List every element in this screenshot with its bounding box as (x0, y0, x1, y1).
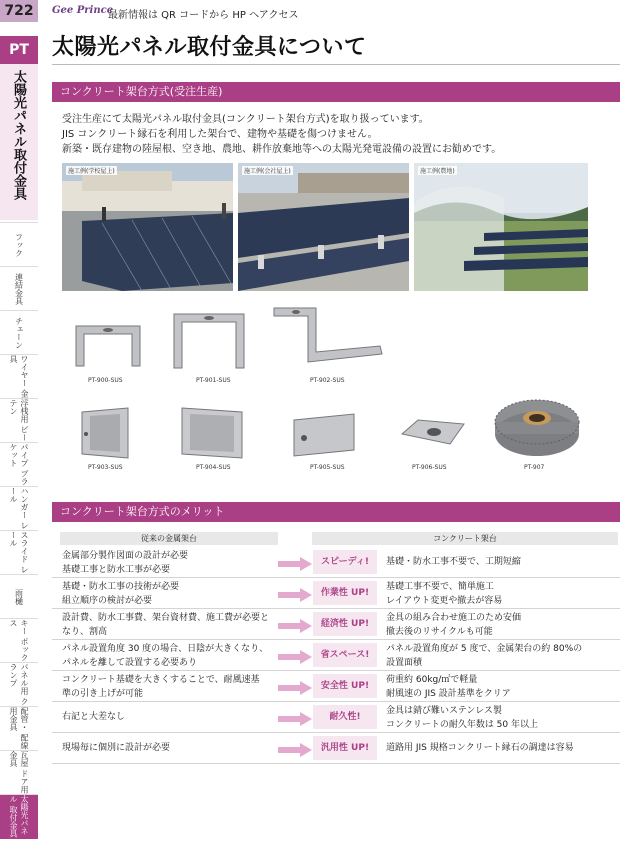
product-label: PT-903-SUS (88, 464, 123, 471)
sidebar-item-label: 配管・ 配線用金具 (9, 707, 29, 750)
company-rooftop-image (238, 163, 409, 291)
product-pt-907 (492, 392, 582, 466)
sidebar-item-label: ワイヤー 金具 (9, 355, 29, 398)
arrow-right-icon (278, 649, 312, 663)
product-label: PT-901-SUS (196, 377, 231, 384)
cell-line: 荷重約 60kg/㎡で軽量 (386, 675, 478, 685)
concrete-cell (386, 741, 616, 755)
merit-badge: 経済性 UP! (313, 612, 377, 636)
sidebar-item[interactable] (0, 662, 38, 707)
sidebar-item-label: スライド レール (9, 531, 29, 574)
category-badge: PT (0, 36, 38, 64)
cell-line: 耐風速の JIS 設計基準をクリア (386, 689, 511, 699)
conventional-cell (62, 710, 280, 724)
section-heading-merits: コンクリート架台方式のメリット (52, 502, 620, 522)
cell-line: 設計費、防水工事費、架台資材費、施工費が必要と (62, 613, 270, 623)
photo-farmland (414, 163, 588, 291)
sidebar-item-label: ハンガー レール (9, 487, 29, 530)
sidebar-item-label: 雨樋 (14, 589, 24, 605)
row-divider (52, 701, 620, 702)
brand-logo: Gee Prince (52, 5, 114, 16)
intro-line: 受注生産にて太陽光パネル取付金具(コンクリート架台方式)を取り扱っています。 (62, 114, 429, 125)
merit-badge: 省スペース! (313, 643, 377, 667)
sidebar-item-label: 瓦屋 ドア用 金具 (9, 751, 29, 794)
merit-badge: スピーディ! (313, 550, 377, 574)
intro-line: 新築・既存建物の陸屋根、空き地、農地、耕作放棄地等への太陽光発電設備の設置にお勧めです。 (62, 144, 502, 155)
product-label: PT-905-SUS (310, 464, 345, 471)
cell-line: コンクリートの耐久年数は 50 年以上 (386, 720, 538, 730)
bracket-icon (290, 410, 360, 460)
row-divider (52, 639, 620, 640)
product-pt-904 (178, 402, 248, 466)
product-pt-900 (66, 316, 152, 376)
cell-line: 組立順序の検討が必要 (62, 596, 153, 606)
cell-line: 設置面積 (386, 658, 423, 668)
product-label: PT-907 (524, 464, 545, 471)
product-label: PT-900-SUS (88, 377, 123, 384)
photo-caption: 施工例(農地) (420, 168, 455, 175)
conventional-cell (62, 741, 280, 755)
conventional-cell (62, 549, 280, 577)
row-divider (52, 608, 620, 609)
merit-badge: 汎用性 UP! (313, 736, 377, 760)
cell-line: パネルを離して設置する必要あり (62, 658, 198, 668)
concrete-cell (386, 555, 616, 569)
photo-school-rooftop (62, 163, 233, 291)
product-label: PT-906-SUS (412, 464, 447, 471)
cell-line: 右記と大差なし (62, 712, 126, 722)
page-title: 太陽光パネル取付金具について (52, 35, 367, 60)
cell-line: 金属部分製作図面の設計が必要 (62, 551, 189, 561)
concrete-cell (386, 673, 616, 701)
rooftop-solar-image (62, 163, 233, 291)
product-pt-902 (270, 304, 386, 376)
product-label: PT-904-SUS (196, 464, 231, 471)
title-divider (52, 64, 620, 65)
arrow-right-icon (278, 742, 312, 756)
conventional-cell (62, 642, 280, 670)
sidebar-item-label: パイプ ブラケット (9, 443, 29, 486)
arrow-right-icon (278, 711, 312, 725)
bracket-icon (66, 316, 152, 372)
sidebar-current-label: 太陽光パネル取付金具 (11, 70, 26, 200)
concrete-cell (386, 704, 616, 732)
sidebar-item[interactable] (0, 530, 38, 575)
mesh-roll-icon (492, 392, 582, 462)
cell-line: 道路用 JIS 規格コンクリート縁石の調達は容易 (386, 743, 574, 753)
column-header-concrete: コンクリート架台 (312, 532, 618, 545)
conventional-cell (62, 580, 280, 608)
sidebar-item-label: 浮桟用 ビーテン (9, 399, 29, 442)
farmland-solar-image (414, 163, 588, 291)
cell-line: 現場毎に個別に設計が必要 (62, 743, 171, 753)
arrow-right-icon (278, 556, 312, 570)
sidebar-item[interactable] (0, 266, 38, 311)
sidebar-item-label: パネル用 クランプ (9, 663, 29, 706)
cell-line: 基礎・防水工事不要で、工期短縮 (386, 557, 521, 567)
row-divider (52, 670, 620, 671)
column-header-conventional: 従来の金属架台 (60, 532, 278, 545)
cell-line: パネル設置角度が 5 度で、金属架台の約 80%の (386, 644, 583, 654)
concrete-cell (386, 642, 616, 670)
sidebar-item[interactable] (0, 750, 38, 795)
intro-line: JIS コンクリート縁石を利用した架台で、建物や基礎を傷つけません。 (62, 129, 378, 140)
product-pt-901 (166, 306, 252, 376)
product-pt-905 (290, 410, 360, 464)
header-note: 最新情報は QR コードから HP へアクセス (108, 10, 299, 21)
photo-caption: 施工例(会社屋上) (244, 168, 291, 175)
bracket-icon (270, 304, 386, 372)
cell-line: パネル設置角度 30 度の場合、日陰が大きくなり、 (62, 644, 269, 654)
cell-line: 基礎・防水工事の技術が必要 (62, 582, 180, 592)
product-pt-903 (76, 404, 136, 466)
sidebar-item[interactable] (0, 398, 38, 443)
arrow-right-icon (278, 680, 312, 694)
sidebar-item[interactable] (0, 794, 38, 839)
sidebar-item[interactable] (0, 574, 38, 619)
merit-badge: 安全性 UP! (313, 674, 377, 698)
bracket-icon (398, 414, 468, 450)
bracket-icon (178, 402, 248, 462)
cell-line: レイアウト変更や撤去が容易 (386, 596, 503, 606)
photo-company-rooftop (238, 163, 409, 291)
arrow-right-icon (278, 618, 312, 632)
sidebar-item-label: キー ボックス (9, 619, 29, 662)
row-divider (52, 732, 620, 733)
sidebar-item[interactable] (0, 486, 38, 531)
sidebar-item[interactable] (0, 222, 38, 267)
cell-line: 撤去後のリサイクルも可能 (386, 627, 493, 637)
row-divider (52, 763, 620, 764)
concrete-cell (386, 611, 616, 639)
concrete-cell (386, 580, 616, 608)
cell-line: なり、割高 (62, 627, 108, 637)
cell-line: 基礎工事不要で、簡単施工 (386, 582, 494, 592)
product-pt-906 (398, 414, 468, 454)
conventional-cell (62, 673, 280, 701)
sidebar-item[interactable] (0, 618, 38, 663)
bracket-icon (166, 306, 252, 372)
cell-line: 基礎工事と防水工事が必要 (62, 565, 171, 575)
merit-badge: 作業性 UP! (313, 581, 377, 605)
cell-line: 金具は錆び難いステンレス製 (386, 706, 502, 716)
merit-badge: 耐久性! (313, 705, 377, 729)
section-heading-concrete-mount: コンクリート架台方式(受注生産) (52, 82, 620, 102)
bracket-icon (76, 404, 136, 462)
sidebar-item-label: チェーン (14, 317, 24, 349)
arrow-right-icon (278, 587, 312, 601)
cell-line: コンクリート基礎を大きくすることで、耐風速基 (62, 675, 260, 685)
sidebar-item-label: フック (14, 233, 24, 257)
sidebar-item-label: 太陽光パネル 取付金具 (9, 795, 29, 838)
sidebar-item[interactable] (0, 442, 38, 487)
product-label: PT-902-SUS (310, 377, 345, 384)
sidebar-item[interactable] (0, 706, 38, 751)
row-divider (52, 577, 620, 578)
conventional-cell (62, 611, 280, 639)
cell-line: 金具の組み合わせ施工のため安価 (386, 613, 522, 623)
sidebar-item-label: 連結金具 (14, 273, 24, 305)
page-number: 722 (0, 0, 38, 22)
sidebar-item[interactable] (0, 310, 38, 355)
cell-line: 準の引き上げが可能 (62, 689, 144, 699)
photo-caption: 施工例(学校屋上) (68, 168, 115, 175)
sidebar-item[interactable] (0, 354, 38, 399)
